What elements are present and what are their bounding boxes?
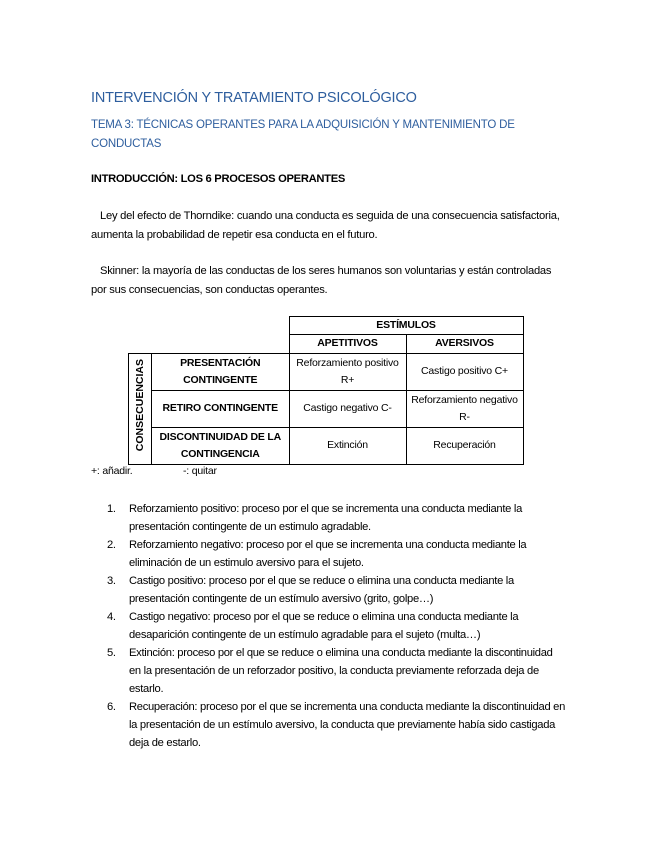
column-header-apetitivos: APETITIVOS: [289, 335, 406, 354]
list-text: Castigo positivo: proceso por el que se reduce o elimina una conducta mediante la presentación contingente de un estímulo aversivo (grito, golpe…): [129, 575, 514, 605]
list-item: [107, 644, 567, 698]
list-text: Reforzamiento negativo: proceso por el que se incrementa una conducta mediante la eliminación de un estimulo aversivo para el sujeto.: [129, 539, 527, 569]
processes-list: [107, 500, 567, 752]
cell-reforzamiento-negativo: Reforzamiento negativo R-: [406, 390, 523, 427]
paragraph-text: Ley del efecto de Thorndike: cuando una conducta es seguida de una consecuencia satisfactoria, aumenta la probabilidad de repetir esa conducta en el futuro.: [91, 210, 560, 241]
column-header-aversivos: AVERSIVOS: [406, 335, 523, 354]
list-item: [107, 572, 567, 608]
document-title: INTERVENCIÓN Y TRATAMIENTO PSICOLÓGICO: [91, 90, 417, 106]
list-text: Recuperación: proceso por el que se incrementa una conducta mediante la discontinuidad en la presentación de un estímulo aversivo, la conducta que previamente había sido castigada deja de estarlo.: [129, 701, 566, 749]
list-item: [107, 536, 567, 572]
list-text: Reforzamiento positivo: proceso por el que se incrementa una conducta mediante la presentación contingente de un estimulo agradable.: [129, 503, 522, 533]
table-legend: [91, 465, 217, 477]
list-text: Extinción: proceso por el que se reduce o elimina una conducta mediante la discontinuidad en la presentación de un reforzador positivo, la conducta previamente reforzada deja de estarlo.: [129, 647, 553, 695]
stimuli-header: ESTÍMULOS: [289, 317, 523, 335]
list-item: [107, 698, 567, 752]
list-number: 6.: [107, 701, 116, 713]
legend-plus: +: añadir.: [91, 465, 133, 477]
cell-recuperacion: Recuperación: [406, 427, 523, 464]
row-header-discontinuidad: DISCONTINUIDAD DE LA CONTINGENCIA: [152, 427, 290, 464]
legend-minus: -: quitar: [183, 465, 217, 477]
list-number: 4.: [107, 611, 116, 623]
list-text: Castigo negativo: proceso por el que se reduce o elimina una conducta mediante la desaparición contingente de un estímulo agradable para el sujeto (multa…): [129, 611, 519, 641]
cell-reforzamiento-positivo: Reforzamiento positivo R+: [289, 353, 406, 390]
cell-extincion: Extinción: [289, 427, 406, 464]
list-number: 5.: [107, 647, 116, 659]
row-header-retiro: RETIRO CONTINGENTE: [152, 390, 290, 427]
list-number: 1.: [107, 503, 116, 515]
operant-processes-table: [128, 316, 524, 465]
list-item: [107, 500, 567, 536]
consequences-side-label: CONSECUENCIAS: [129, 353, 152, 464]
list-number: 2.: [107, 539, 116, 551]
list-number: 3.: [107, 575, 116, 587]
row-header-presentacion: PRESENTACIÓN CONTINGENTE: [152, 353, 290, 390]
cell-castigo-negativo: Castigo negativo C-: [289, 390, 406, 427]
paragraph-skinner: [91, 262, 561, 300]
document-subtitle: TEMA 3: TÉCNICAS OPERANTES PARA LA ADQUISICIÓN Y MANTENIMIENTO DE CONDUCTAS: [91, 119, 515, 150]
paragraph-text: Skinner: la mayoría de las conductas de los seres humanos son voluntarias y están controladas por sus consecuencias, son conductas operantes.: [91, 265, 552, 296]
cell-castigo-positivo: Castigo positivo C+: [406, 353, 523, 390]
paragraph-thorndike: [91, 207, 561, 245]
list-item: [107, 608, 567, 644]
section-heading: INTRODUCCIÓN: LOS 6 PROCESOS OPERANTES: [91, 173, 346, 185]
